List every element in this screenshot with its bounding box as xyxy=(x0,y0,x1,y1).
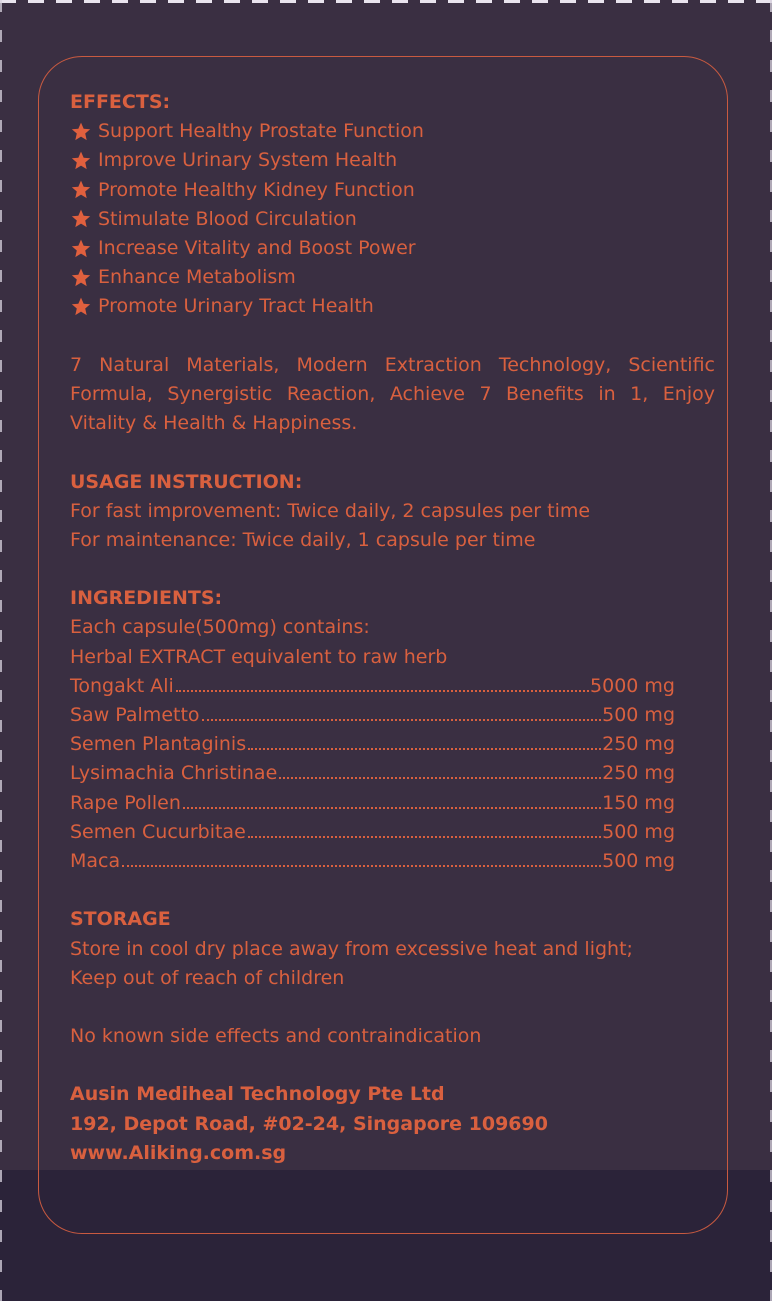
effect-item xyxy=(70,176,720,205)
star-icon xyxy=(70,179,92,201)
effect-item-label: Stimulate Blood Circulation xyxy=(98,207,357,230)
storage-line: Keep out of reach of children xyxy=(70,966,345,989)
spacer xyxy=(70,993,720,1022)
star-icon xyxy=(70,150,92,172)
effect-item-label: Improve Urinary System Health xyxy=(98,149,398,172)
ingredient-amount: 5000 mg xyxy=(590,674,675,697)
effect-item-label: Promote Healthy Kidney Function xyxy=(98,178,415,201)
ingredient-amount: 500 mg xyxy=(602,820,675,843)
cut-line-left xyxy=(0,0,2,1301)
spacer xyxy=(70,1051,720,1080)
ingredient-name: Semen Plantaginis xyxy=(70,733,247,756)
effect-item xyxy=(70,263,720,292)
spacer xyxy=(70,555,720,584)
ingredients-intro: Herbal EXTRACT equivalent to raw herb xyxy=(70,645,448,668)
ingredient-row xyxy=(70,789,675,818)
star-icon xyxy=(70,238,92,260)
ingredient-name: Maca xyxy=(70,849,121,872)
ingredient-amount: 250 mg xyxy=(602,733,675,756)
label-content xyxy=(70,88,720,1168)
spacer xyxy=(70,322,720,351)
product-description: 7 Natural Materials, Modern Extraction Technology, Scientific Formula, Synergistic Reaction, Achieve 7 Benefits in 1, Enjoy Vitality & Health & Happiness. xyxy=(70,353,715,435)
ingredient-row xyxy=(70,759,675,788)
effects-list xyxy=(70,117,720,321)
ingredient-amount: 500 mg xyxy=(602,849,675,872)
ingredient-row xyxy=(70,847,675,876)
storage-line: Store in cool dry place away from excessive heat and light; xyxy=(70,937,633,960)
usage-line: For maintenance: Twice daily, 1 capsule per time xyxy=(70,528,536,551)
effect-item xyxy=(70,117,720,146)
star-icon xyxy=(70,296,92,318)
ingredient-row xyxy=(70,730,675,759)
effect-item-label: Support Healthy Prostate Function xyxy=(98,120,424,143)
effect-item xyxy=(70,205,720,234)
dot-leader xyxy=(279,777,601,779)
ingredient-row xyxy=(70,672,675,701)
usage-line: For fast improvement: Twice daily, 2 capsules per time xyxy=(70,499,591,522)
ingredient-amount: 150 mg xyxy=(602,791,675,814)
star-icon xyxy=(70,208,92,230)
dot-leader xyxy=(176,690,589,692)
ingredient-amount: 250 mg xyxy=(602,762,675,785)
effects-heading: EFFECTS: xyxy=(70,91,171,113)
effect-item xyxy=(70,146,720,175)
usage-heading: USAGE INSTRUCTION: xyxy=(70,470,303,493)
storage-heading: STORAGE xyxy=(70,908,171,931)
star-icon xyxy=(70,121,92,143)
ingredient-name: Rape Pollen xyxy=(70,791,181,814)
ingredient-row xyxy=(70,701,675,730)
effect-item-label: Promote Urinary Tract Health xyxy=(98,295,374,318)
effect-item xyxy=(70,234,720,263)
dot-leader xyxy=(248,836,601,838)
company-website: www.Aliking.com.sg xyxy=(70,1141,287,1164)
ingredient-name: Lysimachia Christinae xyxy=(70,762,278,785)
ingredient-row xyxy=(70,818,675,847)
company-address: 192, Depot Road, #02-24, Singapore 109690 xyxy=(70,1112,548,1135)
cut-line-top xyxy=(0,0,772,3)
spacer xyxy=(70,438,720,467)
ingredient-amount: 500 mg xyxy=(602,704,675,727)
ingredient-name: Saw Palmetto xyxy=(70,704,200,727)
ingredient-name: Tongakt Ali xyxy=(70,674,174,697)
ingredients-heading: INGREDIENTS: xyxy=(70,587,223,610)
dot-leader xyxy=(202,719,602,721)
company-name: Ausin Mediheal Technology Pte Ltd xyxy=(70,1083,445,1106)
dot-leader xyxy=(183,807,601,809)
ingredients-intro: Each capsule(500mg) contains: xyxy=(70,616,370,639)
dot-leader xyxy=(248,748,601,750)
effect-item xyxy=(70,292,720,321)
side-effects-note: No known side effects and contraindication xyxy=(70,1025,482,1048)
effect-item-label: Enhance Metabolism xyxy=(98,266,296,289)
spacer xyxy=(70,876,720,905)
star-icon xyxy=(70,267,92,289)
ingredient-name: Semen Cucurbitae xyxy=(70,820,246,843)
effect-item-label: Increase Vitality and Boost Power xyxy=(98,236,416,259)
dot-leader xyxy=(122,865,601,867)
